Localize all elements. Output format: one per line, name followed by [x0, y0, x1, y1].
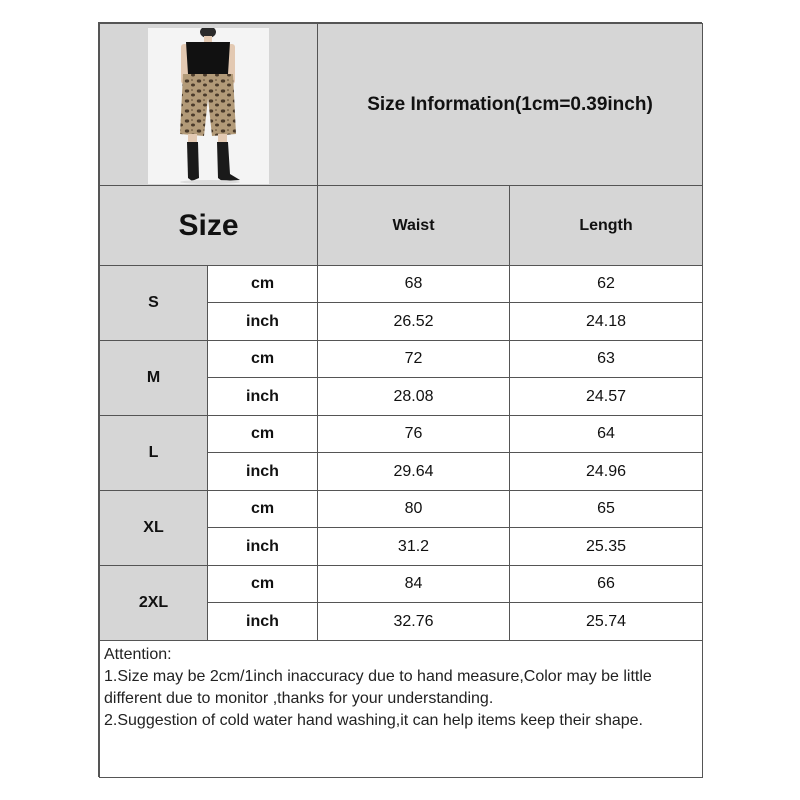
notes-heading: Attention: — [104, 646, 172, 663]
unit-cm: cm — [207, 565, 318, 603]
size-label-m: M — [99, 340, 208, 416]
model-wearing-leopard-shorts-image — [148, 28, 269, 184]
size-information-title: Size Information(1cm=0.39inch) — [317, 23, 703, 186]
waist-cm-xl: 80 — [317, 490, 510, 528]
length-inch-m: 24.57 — [509, 377, 703, 416]
unit-inch: inch — [207, 527, 318, 566]
length-cm-s: 62 — [509, 265, 703, 303]
unit-cm: cm — [207, 490, 318, 528]
notes-line-1: 1.Size may be 2cm/1inch inaccuracy due to hand measure,Color may be little different due to monitor ,thanks for your understanding. — [104, 668, 652, 707]
size-label-l: L — [99, 415, 208, 491]
length-inch-l: 24.96 — [509, 452, 703, 491]
unit-cm: cm — [207, 340, 318, 378]
unit-inch: inch — [207, 377, 318, 416]
waist-cm-m: 72 — [317, 340, 510, 378]
waist-inch-l: 29.64 — [317, 452, 510, 491]
attention-notes — [99, 640, 703, 778]
length-cm-xl: 65 — [509, 490, 703, 528]
waist-cm-l: 76 — [317, 415, 510, 453]
waist-inch-2xl: 32.76 — [317, 602, 510, 641]
length-inch-2xl: 25.74 — [509, 602, 703, 641]
size-header: Size — [99, 185, 318, 266]
waist-cm-2xl: 84 — [317, 565, 510, 603]
product-photo-cell — [99, 23, 318, 186]
unit-inch: inch — [207, 452, 318, 491]
unit-inch: inch — [207, 602, 318, 641]
length-inch-xl: 25.35 — [509, 527, 703, 566]
waist-inch-s: 26.52 — [317, 302, 510, 341]
waist-inch-xl: 31.2 — [317, 527, 510, 566]
length-header: Length — [509, 185, 703, 266]
size-label-xl: XL — [99, 490, 208, 566]
size-label-2xl: 2XL — [99, 565, 208, 641]
size-chart — [98, 22, 702, 777]
unit-cm: cm — [207, 265, 318, 303]
notes-line-2: 2.Suggestion of cold water hand washing,it can help items keep their shape. — [104, 712, 643, 729]
waist-cm-s: 68 — [317, 265, 510, 303]
waist-inch-m: 28.08 — [317, 377, 510, 416]
unit-cm: cm — [207, 415, 318, 453]
length-inch-s: 24.18 — [509, 302, 703, 341]
size-label-s: S — [99, 265, 208, 341]
length-cm-l: 64 — [509, 415, 703, 453]
product-photo — [148, 28, 269, 184]
length-cm-2xl: 66 — [509, 565, 703, 603]
unit-inch: inch — [207, 302, 318, 341]
waist-header: Waist — [317, 185, 510, 266]
length-cm-m: 63 — [509, 340, 703, 378]
